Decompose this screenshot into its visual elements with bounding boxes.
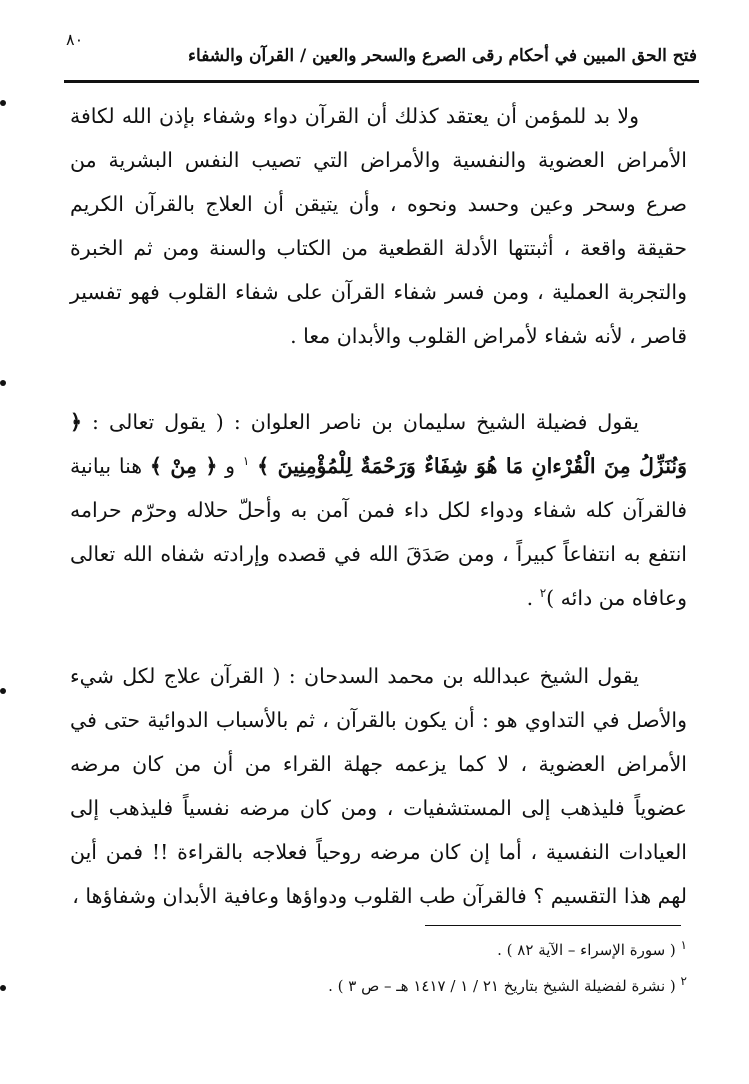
- paragraph-2-intro: يقول فضيلة الشيخ سليمان بن ناصر العلوان : ( يقول تعالى :: [82, 410, 639, 434]
- footnote-2-number: ٢: [680, 974, 687, 988]
- margin-dot: [0, 688, 6, 694]
- footnote-1: [67, 932, 687, 968]
- running-header: فتح الحق المبين في أحكام رقى الصرع والسحر والعين / القرآن والشفاء: [188, 46, 697, 66]
- paragraph-2-body: هنا بيانية فالقرآن كله شفاء ودواء لكل داء فمن آمن به وأحلّ حلاله وحرّم حرامه انتفع به انتفاعاً كبيراً ، ومن صَدَقَ الله في قصده وإرادته شفاه الله تعالى وعافاه من دائه ): [70, 454, 687, 610]
- margin-dot: [0, 100, 6, 106]
- footnote-1-number: ١: [680, 938, 687, 952]
- quran-word-min: ﴿ مِنْ ﴾: [149, 454, 218, 478]
- footnotes: [67, 932, 687, 1004]
- paragraph-2: [70, 400, 687, 620]
- paragraph-2-connector: و: [217, 454, 243, 478]
- footnote-ref-2: ٢: [539, 586, 547, 601]
- body-text: [70, 94, 687, 918]
- footnote-ref-1: ١: [242, 454, 250, 469]
- footnote-rule: [425, 925, 681, 926]
- footnote-2-text: ( نشرة لفضيلة الشيخ بتاريخ ٢١ / ١ / ١٤١٧ هـ – ص ٣ ) .: [328, 977, 676, 995]
- margin-dot: [0, 985, 6, 991]
- paragraph-3: يقول الشيخ عبدالله بن محمد السدحان : ( القرآن علاج لكل شيء والأصل في التداوي هو : أن يكون بالقرآن ، ثم بالأسباب الدوائية حتى في الأمراض العضوية ، لا كما يزعمه جهلة القراء من أن من كان مرضه عضوياً فليذهب إلى المستشفيات ، ومن كان مرضه نفسياً فليذهب إلى العيادات النفسية ، أما إن كان مرضه روحياً فعلاجه بالقراءة !! فمن أين لهم هذا التقسيم ؟ فالقرآن طب القلوب ودواؤها وعافية الأبدان وشفاؤها ،: [70, 664, 687, 908]
- margin-dot: [0, 380, 6, 386]
- footnote-1-text: ( سورة الإسراء – الآية ٨٢ ) .: [497, 941, 676, 959]
- footnote-2: [67, 968, 687, 1004]
- header-rule: [64, 80, 699, 83]
- page-number: ٨٠: [66, 30, 84, 49]
- paragraph-1: ولا بد للمؤمن أن يعتقد كذلك أن القرآن دواء وشفاء بإذن الله لكافة الأمراض العضوية والنفسية والأمراض التي تصيب النفس البشرية من صرع وسحر وعين وحسد ونحوه ، وأن يتيقن أن العلاج بالقرآن الكريم حقيقة واقعة ، أثبتتها الأدلة القطعية من الكتاب والسنة ومن ثم الخبرة والتجربة العملية ، ومن فسر شفاء القرآن على شفاء القلوب فهو تفسير قاصر ، لأنه شفاء لأمراض القلوب والأبدان معا .: [70, 104, 687, 348]
- quran-verse: ﴿ وَنُنَزِّلُ مِنَ الْقُرْءانِ مَا هُوَ شِفَاءٌ وَرَحْمَةٌ لِلْمُؤْمِنِينَ ﴾: [70, 410, 687, 478]
- paragraph-2-end: .: [526, 586, 540, 610]
